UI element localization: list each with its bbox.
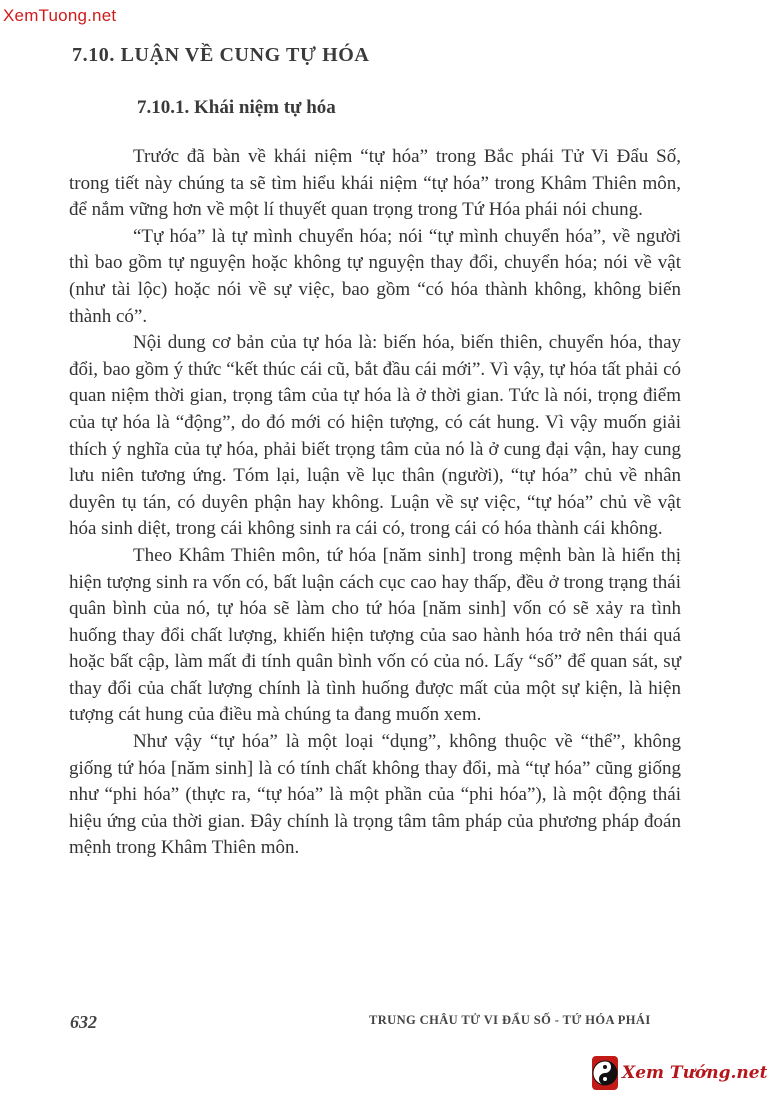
logo-wordmark: Xem Tướng.net <box>622 1063 767 1083</box>
watermark-site-name: XemTuong.net <box>3 6 117 25</box>
paragraph: Trước đã bàn về khái niệm “tự hóa” trong Bắc phái Tử Vi Đẩu Số, trong tiết này chúng ta sẽ tìm hiểu khái niệm “tự hóa” trong Khâm Thiên môn, để nắm vững hơn về một lí thuyết quan trọng trong Tứ Hóa phái nói chung. <box>69 146 681 221</box>
section-title: 7.10. LUẬN VỀ CUNG TỰ HÓA <box>72 44 370 66</box>
paragraph: Như vậy “tự hóa” là một loại “dụng”, không thuộc về “thể”, không giống tứ hóa [năm sinh] là có tính chất không thay đổi, mà “tự hóa” cũng giống như “phi hóa” (thực ra, “tự hóa” là một phần của “phi hóa”), là một động thái hiệu ứng của thời gian. Đây chính là trọng tâm tâm pháp của phương pháp đoán mệnh trong Khâm Thiên môn. <box>69 731 681 859</box>
paragraph: Nội dung cơ bản của tự hóa là: biến hóa, biến thiên, chuyển hóa, thay đổi, bao gồm ý thức “kết thúc cái cũ, bắt đầu cái mới”. Vì vậy, tự hóa tất phải có quan niệm thời gian, trọng tâm của tự hóa là ở thời gian. Tức là nói, trọng điểm của tự hóa là “động”, do đó mới có hiện tượng, có cát hung. Vì vậy muốn giải thích ý nghĩa của tự hóa, phải biết trọng tâm của nó là ở cung đại vận, hay cung lưu niên tương ứng. Tóm lại, luận về lục thân (người), “tự hóa” chủ về nhân duyên tụ tán, có duyên phận hay không. Luận về sự việc, “tự hóa” chủ về vật hóa sinh diệt, trong cái không sinh ra cái có, trong cái có hóa thành cái không. <box>69 332 681 540</box>
body-text <box>69 144 681 862</box>
paragraph: Theo Khâm Thiên môn, tứ hóa [năm sinh] trong mệnh bàn là hiển thị hiện tượng sinh ra vốn có, bất luận cách cục cao hay thấp, đều ở trong trạng thái quân bình của nó, tự hóa sẽ làm cho tứ hóa [năm sinh] vốn có sẽ xảy ra tình huống thay đổi chất lượng, khiến hiện tượng của sao hành hóa trở nên thái quá hoặc bất cập, làm mất đi tính quân bình vốn có của nó. Lấy “số” để quan sát, sự thay đổi của chất lượng chính là tình huống được mất của một sự kiện, là hiện tượng cát hung của điều mà chúng ta đang muốn xem. <box>69 544 681 726</box>
yin-yang-icon <box>592 1056 618 1090</box>
site-logo <box>592 1053 767 1093</box>
page-number: 632 <box>70 1012 97 1032</box>
running-footer-title: TRUNG CHÂU TỬ VI ĐẨU SỐ - TỨ HÓA PHÁI <box>369 1013 651 1027</box>
paragraph: “Tự hóa” là tự mình chuyển hóa; nói “tự mình chuyển hóa”, về người thì bao gồm tự nguyện hoặc không tự nguyện thay đổi, chuyển hóa; nói về vật (như tài lộc) hoặc nói về sự việc, bao gồm “có hóa thành không, không biến thành có”. <box>69 225 681 327</box>
subsection-title: 7.10.1. Khái niệm tự hóa <box>137 97 336 118</box>
